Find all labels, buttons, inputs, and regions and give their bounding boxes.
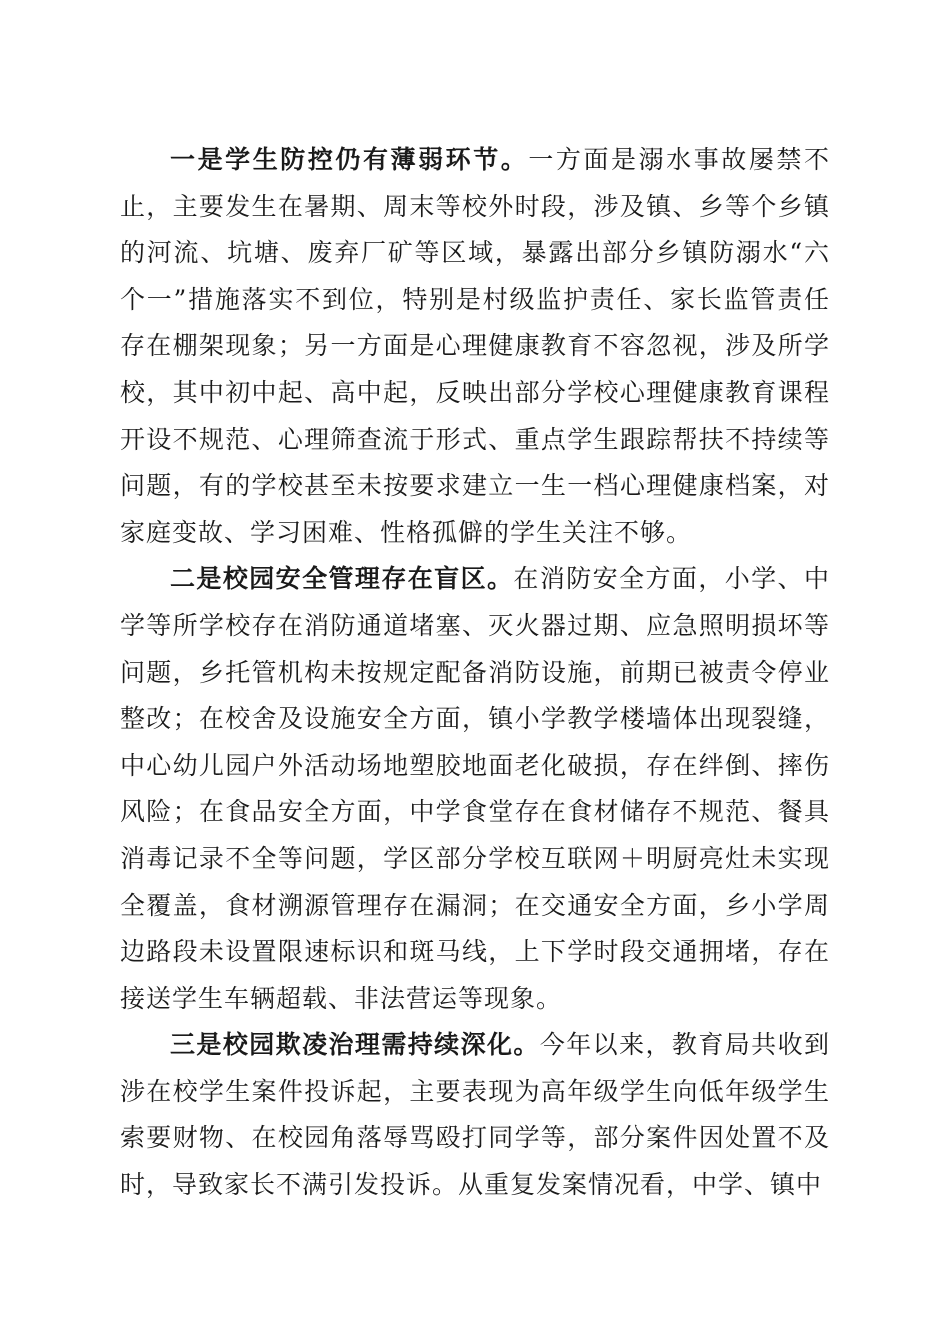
paragraph-heading: 一是学生防控仍有薄弱环节。: [170, 145, 529, 174]
document-page: [120, 137, 830, 1209]
paragraph-body: 在消防安全方面，小学、中学等所学校存在消防通道堵塞、灭火器过期、应急照明损坏等问题，乡托管机构未按规定配备消防设施，前期已被责令停业整改；在校舍及设施安全方面，镇小学教学楼墙体出现裂缝，中心幼儿园户外活动场地塑胶地面老化破损，存在绊倒、摔伤风险；在食品安全方面，中学食堂存在食材储存不规范、餐具消毒记录不全等问题，学区部分学校互联网＋明厨亮灶未实现全覆盖，食材溯源管理存在漏洞；在交通安全方面，乡小学周边路段未设置限速标识和斑马线，上下学时段交通拥堵，存在接送学生车辆超载、非法营运等现象。: [120, 564, 830, 1013]
paragraph-heading: 三是校园欺凌治理需持续深化。: [170, 1030, 540, 1060]
paragraph-bullying-governance: [120, 1022, 830, 1208]
paragraph-campus-safety: [120, 556, 830, 1022]
paragraph-heading: 二是校园安全管理存在盲区。: [170, 564, 514, 594]
paragraph-student-prevention: [120, 137, 830, 556]
paragraph-body: 一方面是溺水事故屡禁不止，主要发生在暑期、周末等校外时段，涉及镇、乡等个乡镇的河流、坑塘、废弃厂矿等区域，暴露出部分乡镇防溺水“六个一”措施落实不到位，特别是村级监护责任、家长监管责任存在棚架现象；另一方面是心理健康教育不容忽视，涉及所学校，其中初中起、高中起，反映出部分学校心理健康教育课程开设不规范、心理筛查流于形式、重点学生跟踪帮扶不持续等问题，有的学校甚至未按要求建立一生一档心理健康档案，对家庭变故、学习困难、性格孤僻的学生关注不够。: [120, 145, 830, 547]
paragraph-body: 今年以来，教育局共收到涉在校学生案件投诉起，主要表现为高年级学生向低年级学生索要财物、在校园角落辱骂殴打同学等，部分案件因处置不及时，导致家长不满引发投诉。从重复发案情况看，中学、镇中: [120, 1030, 830, 1200]
